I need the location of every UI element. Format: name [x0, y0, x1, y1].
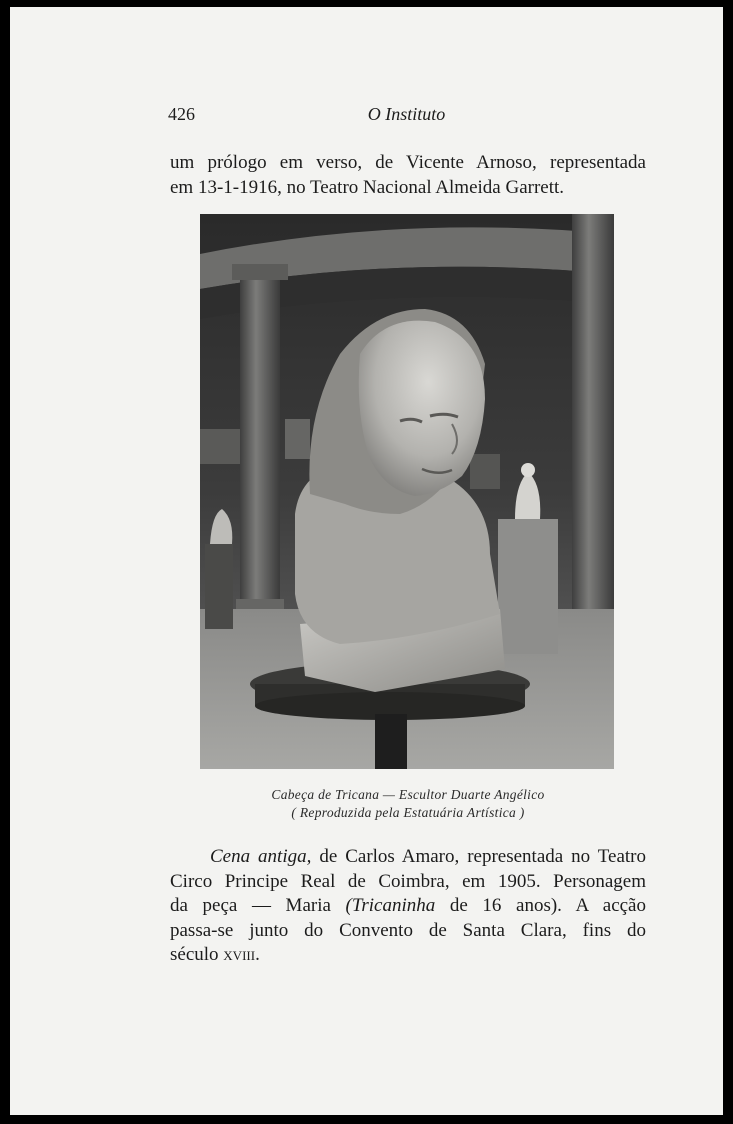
- journal-title: O Instituto: [367, 104, 446, 124]
- paragraph-text: .: [255, 944, 260, 965]
- background-statuette-head: [521, 463, 535, 477]
- document-page: [10, 7, 723, 1115]
- paragraph-line: [170, 943, 646, 968]
- paragraph-line: passa-se junto do Convento de Santa Clara, fins do: [170, 919, 646, 941]
- paragraph-line: Circo Principe Real de Coimbra, em 1905. Personagem: [170, 870, 646, 892]
- play-title: Cena antiga,: [210, 846, 312, 867]
- figure-caption-title: Cabeça de Tricana — Escultor Duarte Angélico: [271, 787, 545, 802]
- paragraph-text: de 16 anos). A acção: [435, 895, 646, 916]
- left-pedestal: [205, 544, 233, 629]
- wall-painting-left: [200, 429, 245, 464]
- paragraph-text: de Carlos Amaro, representada no Teatro: [311, 846, 646, 867]
- paragraph-prologue: [170, 151, 646, 200]
- paragraph-line: um prólogo em verso, de Vicente Arnoso, representada: [170, 152, 646, 173]
- paragraph-text: da peça — Maria: [170, 895, 346, 916]
- left-column: [240, 274, 280, 614]
- wall-painting-right: [470, 454, 500, 489]
- background-pedestal: [498, 519, 558, 654]
- right-column: [572, 214, 614, 634]
- figure-caption-credit: ( Reproduzida pela Estatuária Artística ): [291, 805, 525, 820]
- wall-painting-center: [285, 419, 310, 459]
- sculpture-photograph: [200, 214, 614, 769]
- paragraph-line: [170, 845, 646, 870]
- paragraph-cena-antiga: [170, 845, 646, 968]
- running-header: [168, 104, 645, 128]
- character-name: (Tricaninha: [345, 895, 436, 916]
- century-numeral: xviii: [223, 944, 256, 965]
- paragraph-text: século: [170, 944, 224, 965]
- paragraph-line: em 13-1-1916, no Teatro Nacional Almeida Garrett.: [170, 176, 565, 198]
- turntable-stand-leg: [375, 714, 407, 769]
- paragraph-line: [170, 894, 646, 919]
- left-column-capital: [232, 264, 288, 280]
- page-number: 426: [168, 104, 195, 124]
